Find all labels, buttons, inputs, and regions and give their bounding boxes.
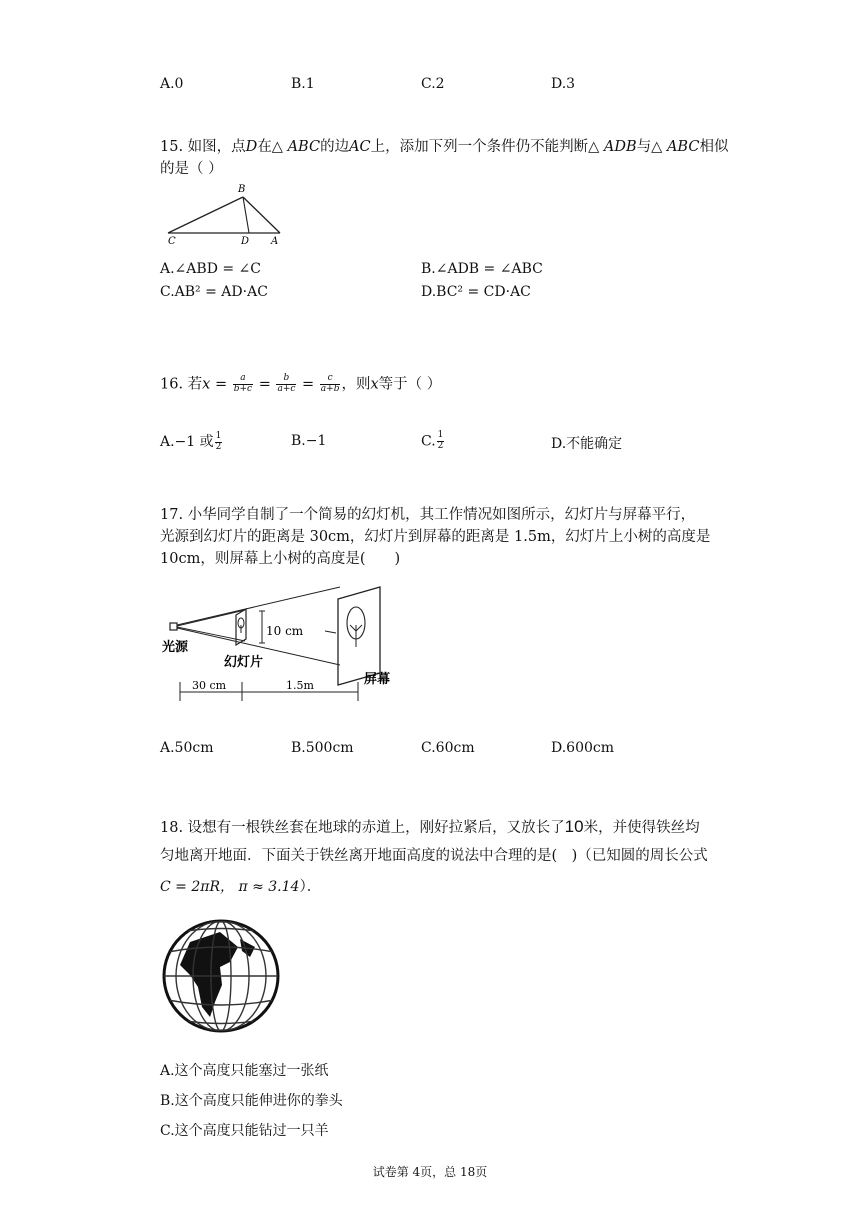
q15-text: 如图，点 bbox=[187, 139, 246, 155]
frac-den: 2 bbox=[215, 441, 222, 452]
q17-option-a: A.50cm bbox=[160, 740, 214, 756]
q14-option-c: C.2 bbox=[421, 76, 445, 92]
q18-number-10: 10 bbox=[564, 817, 584, 836]
frac-den: a+c bbox=[277, 383, 296, 394]
q14-option-b: B.1 bbox=[291, 76, 315, 92]
q16-eq: = bbox=[258, 376, 276, 393]
q16-option-c bbox=[421, 431, 445, 452]
q18-option-a: A.这个高度只能塞过一张纸 bbox=[160, 1063, 329, 1079]
q17-line1 bbox=[160, 508, 695, 523]
frac-num: a bbox=[233, 374, 253, 385]
q18-option-c: C.这个高度只能钻过一只羊 bbox=[160, 1123, 329, 1139]
q16-option-b: B.−1 bbox=[291, 433, 327, 449]
q15-line1 bbox=[160, 140, 728, 155]
label-light-source: 光源 bbox=[162, 640, 189, 655]
q16-option-a-text: A.−1 或 bbox=[160, 434, 214, 450]
q17-line2: 光源到幻灯片的距离是 30cm，幻灯片到屏幕的距离是 1.5m，幻灯片上小树的高度是 bbox=[160, 529, 711, 545]
q15-var: ADB bbox=[603, 139, 637, 155]
q16-option-d: D.不能确定 bbox=[551, 436, 623, 452]
q16-option-c-frac bbox=[437, 431, 445, 452]
label-screen: 屏幕 bbox=[364, 672, 391, 687]
q15-var: ABC bbox=[287, 139, 321, 155]
label-d: D bbox=[241, 236, 250, 247]
label-slide: 幻灯片 bbox=[224, 655, 264, 670]
frac-num: 1 bbox=[215, 430, 222, 441]
q16-option-a bbox=[160, 431, 223, 452]
q18-globe-figure bbox=[160, 917, 282, 1035]
q16-frac1 bbox=[233, 374, 253, 395]
q18-text: ）． bbox=[299, 879, 322, 895]
q16-frac2 bbox=[276, 374, 296, 395]
label-c: C bbox=[168, 236, 176, 247]
q15-triangle-figure bbox=[160, 180, 286, 248]
q17-option-b: B.500cm bbox=[291, 740, 354, 756]
q18-option-b: B.这个高度只能伸进你的拳头 bbox=[160, 1093, 343, 1109]
frac-den: a+b bbox=[320, 383, 340, 394]
q18-number: 18. bbox=[160, 820, 184, 836]
label-b: B bbox=[238, 184, 246, 195]
q18-formula: C = 2πR， π ≈ 3.14 bbox=[160, 879, 300, 895]
q15-line2: 的是（ ） bbox=[160, 161, 223, 177]
q15-text: 相似 bbox=[699, 139, 729, 155]
q14-option-a: A.0 bbox=[160, 76, 184, 92]
q16-var: x bbox=[370, 376, 379, 393]
q17-option-c: C.60cm bbox=[421, 740, 475, 756]
q15-text: 与△ bbox=[636, 139, 667, 155]
q15-var: AC bbox=[349, 139, 371, 155]
frac-num: c bbox=[320, 374, 341, 385]
q17-text: 小华同学自制了一个简易的幻灯机，其工作情况如图所示，幻灯片与屏幕平行， bbox=[187, 507, 696, 523]
q15-option-c: C.AB² = AD·AC bbox=[160, 284, 268, 300]
label-dist-1-5m: 1.5m bbox=[286, 679, 314, 692]
q15-var: D bbox=[245, 139, 258, 155]
q16-option-c-text: C. bbox=[421, 433, 436, 450]
q16-text: 等于（ ） bbox=[378, 376, 442, 393]
q15-option-a: A.∠ABD = ∠C bbox=[160, 261, 261, 277]
q15-number: 15. bbox=[160, 139, 184, 155]
frac-num: 1 bbox=[437, 430, 444, 440]
q18-line2: 匀地离开地面．下面关于铁丝离开地面高度的说法中合理的是( )（已知圆的周长公式 bbox=[160, 848, 708, 864]
q18-text: 设想有一根铁丝套在地球的赤道上，刚好拉紧后，又放长了 bbox=[187, 820, 565, 836]
q17-line3: 10cm，则屏幕上小树的高度是( ) bbox=[160, 551, 401, 567]
page-footer: 试卷第 4页，总 18页 bbox=[372, 1165, 488, 1179]
frac-den: b+c bbox=[233, 383, 253, 394]
q15-text: 上，添加下列一个条件仍不能判断△ bbox=[370, 139, 604, 155]
q16-frac3 bbox=[320, 374, 341, 395]
q16-var: x bbox=[202, 376, 211, 393]
q16-option-a-frac bbox=[215, 432, 223, 453]
q16-text: 若 bbox=[187, 376, 203, 393]
q15-var: ABC bbox=[666, 139, 700, 155]
q17-projector-figure bbox=[160, 585, 400, 705]
q16-number: 16. bbox=[160, 376, 184, 393]
q15-text: 在△ bbox=[257, 139, 288, 155]
q17-number: 17. bbox=[160, 507, 184, 523]
q16-eq: = bbox=[210, 376, 232, 393]
q16-text: ，则 bbox=[341, 376, 371, 393]
label-dist-30cm: 30 cm bbox=[192, 679, 227, 692]
q15-text: 的边 bbox=[320, 139, 350, 155]
q15-option-d: D.BC² = CD·AC bbox=[421, 284, 531, 300]
q16-eq: = bbox=[302, 376, 319, 393]
q15-option-b: B.∠ADB = ∠ABC bbox=[421, 261, 543, 277]
light-source-icon bbox=[170, 623, 177, 630]
q16-line bbox=[160, 374, 441, 395]
q18-line3 bbox=[160, 880, 321, 895]
label-a: A bbox=[271, 236, 279, 247]
frac-den: 2 bbox=[437, 440, 444, 451]
q14-option-d: D.3 bbox=[551, 76, 576, 92]
q18-line1 bbox=[160, 818, 700, 836]
label-height: 10 cm bbox=[266, 624, 304, 638]
frac-num: b bbox=[276, 374, 296, 385]
q18-text: 米，并使得铁丝均 bbox=[583, 820, 700, 836]
q17-option-d: D.600cm bbox=[551, 740, 615, 756]
